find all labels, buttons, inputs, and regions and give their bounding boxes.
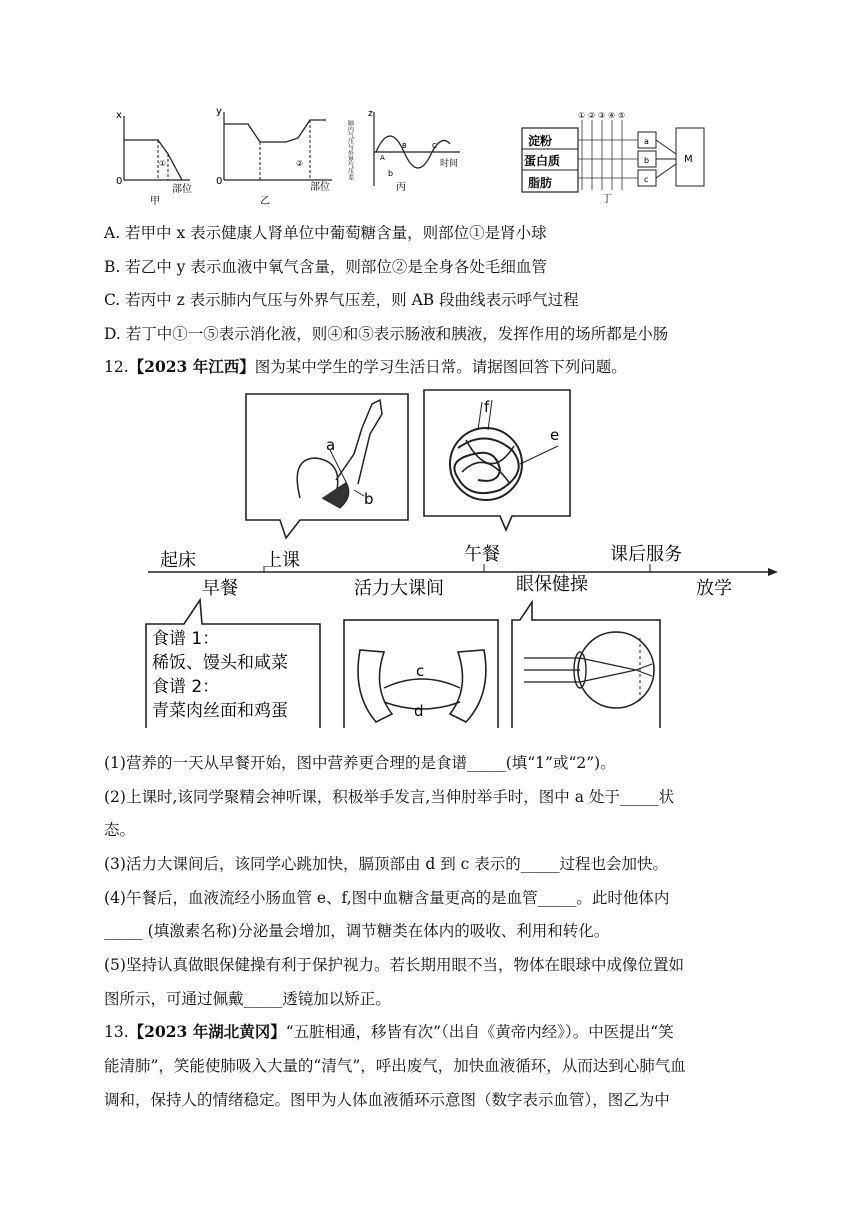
q12-sub-4-cont: _____ (填激素名称)分泌量会增加，调节糖类在体内的吸收、利用和转化。 [104, 922, 610, 940]
panel-villi [424, 390, 570, 530]
bing-point-c: C [432, 142, 437, 150]
q12-sub-3: (3)活力大课间后，该同学心跳加快，膈顶部由 d 到 c 表示的_____过程也会加快。 [104, 855, 669, 873]
bing-ylabel: 肺内气压与外界气压差 [346, 120, 354, 180]
timeline-top-1: 起床 [160, 550, 196, 571]
yi-origin: 0 [216, 176, 223, 187]
q12-sub-2: (2)上课时,该同学聚精会神听课，积极举手发言,当伸肘举手时，图中 a 处于_____状 [104, 788, 675, 806]
yi-axis-label: y [216, 106, 222, 117]
bing-xlabel: 时间 [440, 159, 459, 169]
ding-digestive-1: ① [578, 111, 586, 120]
ding-digestive-2: ② [588, 111, 596, 120]
ding-nutrient-3: 脂肪 [528, 176, 553, 190]
q13-line-2: 能清肺”，笑能使肺吸入大量的“清气”，呼出废气，加快血液循环，从而达到心肺气血 [104, 1057, 686, 1075]
menu-line-4: 青菜肉丝面和鸡蛋 [152, 701, 288, 721]
q12-sub-5: (5)坚持认真做眼保健操有利于保护视力。若长期用眼不当，物体在眼球中成像位置如 [104, 956, 684, 974]
q12-sub-2-cont: 态。 [104, 821, 136, 839]
q12-stem: 图为某中学生的学习生活日常。请据图回答下列问题。 [254, 358, 627, 376]
timeline [160, 543, 732, 599]
q13-line-3: 调和，保持人的情绪稳定。图甲为人体血液循环示意图（数字表示血管），图乙为中 [104, 1091, 670, 1109]
yi-caption: 乙 [260, 196, 270, 207]
label-d: d [414, 702, 424, 720]
label-b: b [364, 490, 374, 508]
yi-xlabel: 部位 [310, 182, 330, 193]
ding-digestive-3: ③ [598, 111, 606, 120]
label-f: f [484, 398, 490, 416]
q12-header [104, 356, 627, 378]
panel-menu [146, 600, 320, 728]
bing-caption: 丙 [396, 182, 406, 193]
timeline-top-4: 课后服务 [610, 544, 682, 565]
ding-box-c: c [644, 175, 649, 184]
menu-line-1: 食谱 1： [152, 629, 220, 649]
q12-source: 【2023 年江西】 [128, 357, 255, 376]
ding-caption: 丁 [602, 194, 612, 205]
jia-xlabel: 部位 [172, 184, 192, 195]
bing-axis-label: z [368, 109, 373, 119]
ding-nutrient-1: 淀粉 [528, 134, 553, 148]
bing-b: b [388, 169, 394, 178]
timeline-bottom-4: 放学 [696, 578, 732, 599]
panel-diaphragm [344, 620, 498, 728]
option-d: D. 若丁中①一⑤表示消化液，则④和⑤表示肠液和胰液，发挥作用的场所都是小肠 [104, 325, 669, 343]
timeline-bottom-1: 早餐 [202, 578, 238, 599]
label-a: a [326, 436, 336, 454]
option-a: A. 若甲中 x 表示健康人肾单位中葡萄糖含量，则部位①是肾小球 [104, 224, 547, 242]
q13-source: 【2023 年湖北黄冈】 [128, 1022, 286, 1041]
ding-box-a: a [644, 137, 649, 146]
q12-sub-1: (1)营养的一天从早餐开始，图中营养更合理的是食谱_____(填“1”或“2”)。 [104, 754, 616, 772]
q12-sub-4: (4)午餐后，血液流经小肠血管 e、f,图中血糖含量更高的是血管_____。此时他体内 [104, 889, 670, 907]
q13-text-1: “五脏相通，移皆有次”（出自《黄帝内经》）。中医提出“笑 [285, 1023, 674, 1041]
q13-number: 13. [104, 1023, 129, 1041]
timeline-bottom-2: 活力大课间 [354, 578, 444, 599]
ding-nutrient-2: 蛋白质 [524, 154, 561, 168]
bing-point-a: A [380, 154, 385, 162]
panel-eye [512, 602, 660, 728]
label-e: e [550, 426, 560, 444]
ding-box-b: b [644, 156, 650, 165]
timeline-top-3: 午餐 [464, 544, 500, 565]
timeline-top-2: 上课 [264, 550, 300, 571]
jia-axis-label: x [116, 110, 122, 121]
ding-digestive-5: ⑤ [618, 111, 626, 120]
figure-yi [216, 106, 332, 207]
timeline-bottom-3: 眼保健操 [516, 574, 588, 595]
menu-line-3: 食谱 2： [152, 677, 220, 697]
menu-line-2: 稀饭、馒头和咸菜 [152, 653, 288, 673]
top-figures [110, 104, 710, 208]
panel-arm [246, 394, 408, 538]
jia-origin: 0 [116, 176, 123, 187]
q12-figure [140, 388, 780, 728]
jia-marker: ① [159, 159, 167, 168]
jia-caption: 甲 [150, 196, 160, 207]
ding-m: M [684, 154, 693, 165]
figure-ding [522, 111, 704, 205]
q13-line-1 [104, 1021, 674, 1043]
label-c: c [416, 662, 425, 680]
option-b: B. 若乙中 y 表示血液中氧气含量，则部位②是全身各处毛细血管 [104, 258, 547, 276]
option-c: C. 若丙中 z 表示肺内气压与外界气压差，则 AB 段曲线表示呼气过程 [104, 291, 579, 309]
q12-number: 12. [104, 358, 129, 376]
yi-marker: ② [296, 159, 304, 168]
ding-digestive-4: ④ [608, 111, 616, 120]
figure-bing [347, 109, 461, 193]
figure-jia [116, 110, 192, 207]
bing-point-b: B [402, 142, 407, 150]
q12-sub-5-cont: 图所示，可通过佩戴_____透镜加以矫正。 [104, 990, 391, 1008]
